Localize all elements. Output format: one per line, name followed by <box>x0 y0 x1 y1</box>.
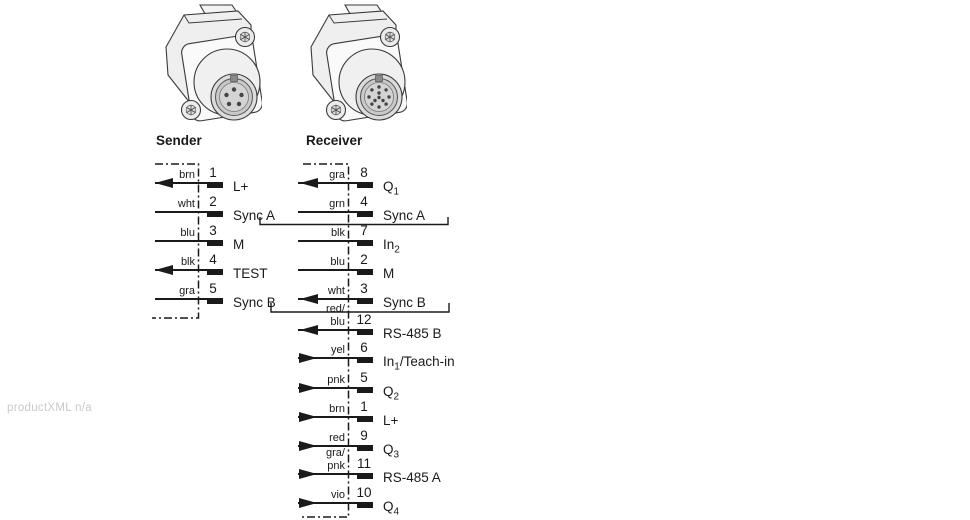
signal-label-text: In <box>383 354 395 369</box>
pin-terminal-bar <box>357 358 373 363</box>
pin-terminal-bar <box>357 330 373 335</box>
signal-label-text: M <box>383 266 395 281</box>
wire-color-text: blu <box>330 315 345 328</box>
wire-color-text: grn <box>329 197 345 210</box>
pin-number: 7 <box>360 223 368 238</box>
pin-number: 3 <box>360 281 368 296</box>
pin-terminal-bar <box>357 503 373 508</box>
signal-label <box>233 179 248 194</box>
wire-color-text: gra <box>329 168 345 181</box>
signal-label-text: M <box>233 237 245 252</box>
pin-number: 3 <box>209 223 217 238</box>
signal-label <box>383 295 426 310</box>
wire-color-text: yel <box>330 343 345 356</box>
wire-color-label <box>123 198 195 211</box>
wire-color-text: brn <box>179 168 195 181</box>
pin-terminal-bar <box>357 270 373 275</box>
pin-terminal-bar <box>357 212 373 217</box>
signal-label-text: RS-485 B <box>383 326 442 341</box>
pin-number: 2 <box>360 252 368 267</box>
wire-color-text: blk <box>330 226 345 239</box>
receiver-device-illustration <box>301 3 407 128</box>
pin-number: 4 <box>209 252 217 267</box>
signal-label <box>383 354 455 373</box>
pin-terminal-bar <box>357 388 373 393</box>
wire-color-text: gra <box>179 284 195 297</box>
signal-label <box>383 326 442 341</box>
wire-color-label <box>273 403 345 416</box>
signal-label <box>383 413 398 428</box>
signal-label <box>383 208 425 223</box>
wire-color-text: blu <box>330 255 345 268</box>
wire-color-label <box>273 432 345 445</box>
pin-number: 6 <box>360 340 368 355</box>
wire-color-label <box>273 489 345 502</box>
wire-color-label <box>273 256 345 269</box>
wire-color-label <box>123 256 195 269</box>
pin-number: 4 <box>360 194 368 209</box>
wire-color-label <box>123 169 195 182</box>
signal-label-text: Sync B <box>233 295 276 310</box>
signal-label-text: In <box>383 237 395 252</box>
wire-color-text: wht <box>327 284 345 297</box>
signal-label-subscript: 4 <box>393 506 400 518</box>
pin-terminal-bar <box>357 474 373 479</box>
pin-terminal-bar <box>357 183 373 188</box>
signal-label-subscript: 2 <box>393 391 400 403</box>
wire-color-label <box>273 227 345 240</box>
wire-color-text: brn <box>329 402 345 415</box>
wire-color-text: pnk <box>327 459 345 472</box>
signal-label-text: L+ <box>383 413 399 428</box>
wire-color-text: red/ <box>326 303 345 315</box>
pin-number: 5 <box>360 370 368 385</box>
pin-terminal-bar <box>207 183 223 188</box>
wire-color-text: blu <box>180 226 195 239</box>
signal-label-text: Q <box>383 179 394 194</box>
wire-color-label <box>273 198 345 211</box>
pin-terminal-bar <box>357 299 373 304</box>
pin-number: 8 <box>360 165 368 180</box>
signal-label-text: Sync A <box>233 208 276 223</box>
signal-label-text: L+ <box>233 179 249 194</box>
wire-color-label <box>123 285 195 298</box>
sender-device-illustration <box>156 3 262 128</box>
signal-label <box>383 499 400 518</box>
signal-label-text: RS-485 A <box>383 470 441 485</box>
receiver-title: Receiver <box>306 133 363 148</box>
signal-label-text: TEST <box>233 266 268 281</box>
pin-terminal-bar <box>207 299 223 304</box>
signal-label <box>383 237 400 256</box>
pin-terminal-bar <box>357 446 373 451</box>
signal-label-subscript: 3 <box>393 449 400 461</box>
signal-label <box>383 266 394 281</box>
signal-label-subscript: 1 <box>393 186 400 198</box>
pin-terminal-bar <box>357 417 373 422</box>
signal-label <box>233 266 268 281</box>
wire-color-label <box>273 169 345 182</box>
pin-terminal-bar <box>207 241 223 246</box>
pin-number: 1 <box>360 399 368 414</box>
pin-number: 9 <box>360 428 368 443</box>
signal-label-text: Q <box>383 384 394 399</box>
signal-label <box>383 384 400 403</box>
pin-number: 10 <box>356 485 372 500</box>
pin-number: 12 <box>356 312 372 327</box>
pin-number: 5 <box>209 281 217 296</box>
pin-number: 11 <box>356 456 371 471</box>
wire-color-text: blk <box>180 255 195 268</box>
signal-label <box>233 237 244 252</box>
watermark-text: productXML n/a <box>7 402 92 414</box>
wire-color-text: red <box>329 431 345 444</box>
wire-color-label <box>123 227 195 240</box>
pin-number: 2 <box>209 194 217 209</box>
wire-color-text: vio <box>330 488 345 501</box>
signal-label-suffix: /Teach-in <box>399 354 455 369</box>
signal-label <box>383 470 441 485</box>
wire-color-text: pnk <box>327 373 345 386</box>
signal-label-text: Q <box>383 442 394 457</box>
wire-color-label <box>273 374 345 387</box>
signal-label-subscript: 2 <box>394 244 400 256</box>
wire-color-label <box>273 344 345 357</box>
pin-terminal-bar <box>207 270 223 275</box>
signal-label-text: Q <box>383 499 394 514</box>
pin-number: 1 <box>209 165 217 180</box>
wire-color-text: wht <box>177 197 195 210</box>
pin-terminal-bar <box>207 212 223 217</box>
signal-label-subscript: 1 <box>394 361 400 373</box>
pin-terminal-bar <box>357 241 373 246</box>
wire-color-text: gra/ <box>326 447 345 459</box>
signal-label <box>233 208 275 223</box>
signal-label <box>383 179 400 198</box>
wire-color-label <box>273 303 345 328</box>
signal-label-text: Sync A <box>383 208 426 223</box>
signal-label <box>383 442 400 461</box>
wire-color-label <box>273 285 345 298</box>
signal-label <box>233 295 276 310</box>
wire-color-label <box>273 447 345 472</box>
sender-title: Sender <box>156 133 202 148</box>
signal-label-text: Sync B <box>383 295 426 310</box>
